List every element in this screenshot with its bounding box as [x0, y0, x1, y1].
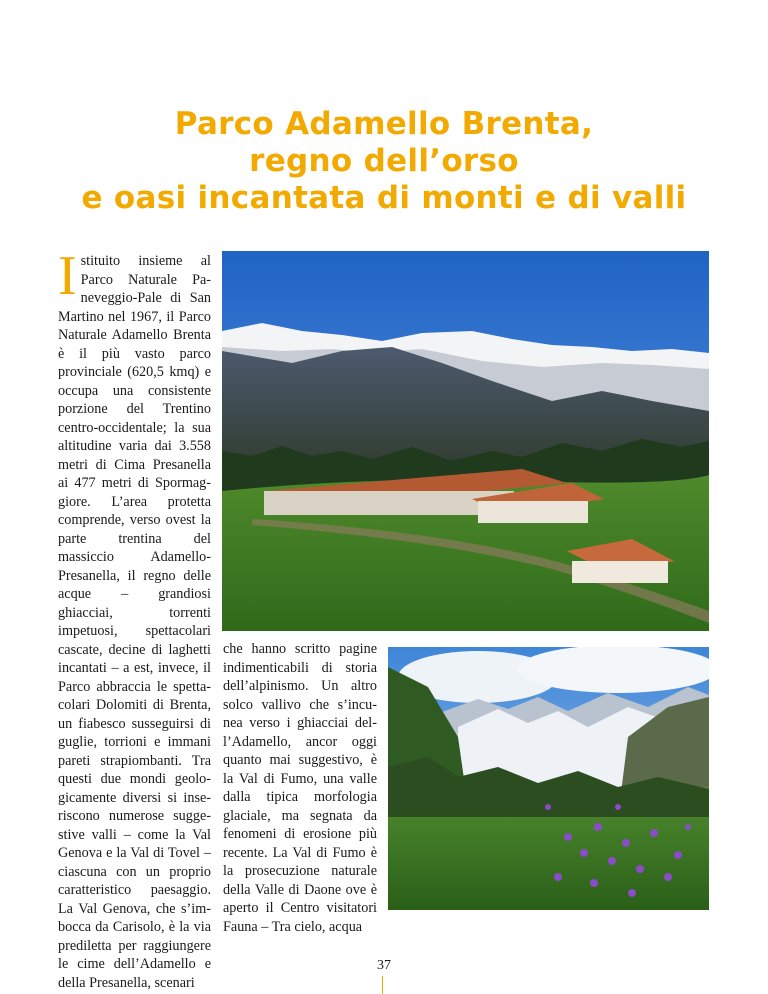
- photo-alpine-farm: [222, 251, 709, 631]
- text-column-1: [58, 245, 211, 992]
- column-1-text: stituito insieme al Parco Naturale Paneveggio-Pale di San Martino nel 1967, il Parco Naturale Adamello Brenta è il più vasto parco provinciale (620,5 kmq) e occupa una consistente porzione del Trentino centro-occidentale; la sua altitudine varia dai 3.558 metri di Cima Presanella ai 477 metri di Spormaggiore. L’area protetta comprende, verso ovest la parte trentina del massiccio Adamello-Presanella, il regno delle acque – grandiosi ghiacciai, torrenti impetuosi, spettacolari cascate, decine di laghetti incantati – a est, invece, il Parco abbraccia le spettacolari Dolomiti di Brenta, un fiabesco susseguirsi di guglie, torrioni e immani pareti strapiombanti. Tra questi due mondi geologicamente diversi si inseriscono numerose suggestive valli – come la Val Genova e la Val di Tovel – ciascuna con un proprio caratteristico paesaggio. La Val Genova, che s’imbocca da Carisolo, è la via prediletta per raggiungere le cime dell’Adamello e della Presanella, scenari: [58, 253, 211, 991]
- article-title: [0, 106, 768, 217]
- page-number-rule: [382, 976, 383, 994]
- title-line-1: Parco Adamello Brenta,: [174, 106, 594, 142]
- drop-cap: I: [58, 245, 77, 307]
- page-number: 37: [377, 958, 391, 973]
- photo-valley-flowers: [388, 647, 709, 910]
- column-2-text: che hanno scritto pagine indimenticabili di storia dell’alpinismo. Un altro solco vallivo che s’incunea verso i ghiacciai dell’Adamello, ancor oggi quanto mai suggestivo, è la Val di Fumo, una valle dalla tipica morfologia glaciale, ma segnata da fenomeni di erosione più recente. La Val di Fumo è la prosecuzione naturale della Valle di Daone ove è aperto il Centro visitatori Fauna – Tra cielo, acqua: [223, 641, 377, 935]
- text-column-2: [223, 640, 377, 936]
- title-line-2: regno dell’orso: [249, 143, 519, 179]
- title-line-3: e oasi incantata di monti e di valli: [81, 180, 687, 216]
